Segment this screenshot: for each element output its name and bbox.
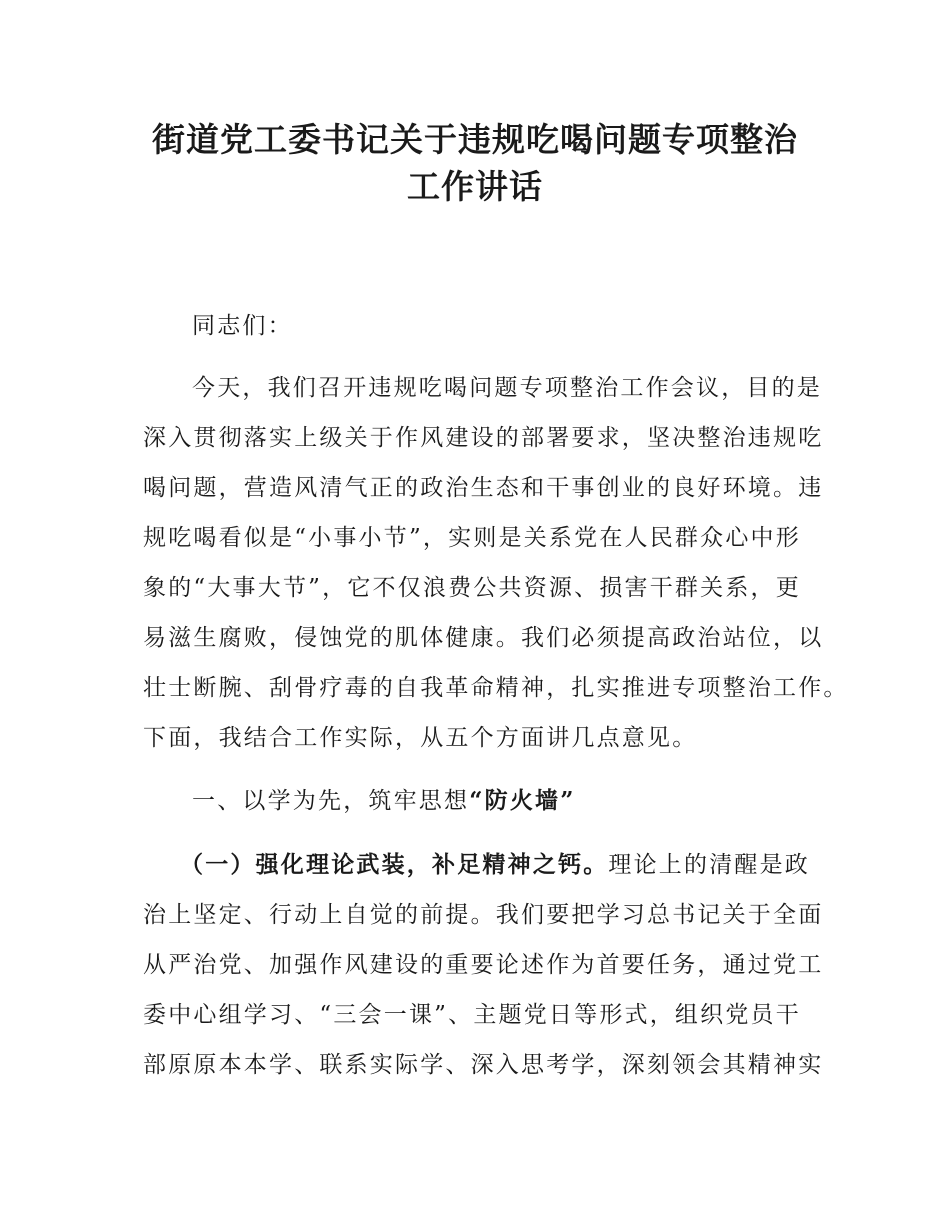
paragraph-1-line: 今天，我们召开违规吃喝问题专项整治工作会议，目的是 xyxy=(192,375,822,401)
document-title-line-1: 街道党工委书记关于违规吃喝问题专项整治 xyxy=(152,120,798,159)
subsection-1-line: 从严治党、加强作风建设的重要论述作为首要任务，通过党工 xyxy=(143,952,824,978)
section-1-heading-emphasis: “防火墙” xyxy=(469,787,576,814)
section-1-heading xyxy=(192,781,576,821)
section-1-heading-text: 一、以学为先，筑牢思想 xyxy=(192,788,470,814)
subsection-1-heading: （一）强化理论武装，补足精神之钙。 xyxy=(180,851,609,878)
document-title-line-2: 工作讲话 xyxy=(407,167,543,206)
paragraph-1-line: 喝问题，营造风清气正的政治生态和干事创业的良好环境。违 xyxy=(143,475,824,501)
paragraph-1-line: 易滋生腐败，侵蚀党的肌体健康。我们必须提高政治站位，以 xyxy=(143,625,824,651)
paragraph-1-line: 象的“大事大节”，它不仅浪费公共资源、损害干群关系，更 xyxy=(143,575,801,601)
paragraph-1-line: 深入贯彻落实上级关于作风建设的部署要求，坚决整治违规吃 xyxy=(143,425,824,451)
paragraph-1-line: 壮士断腕、刮骨疗毒的自我革命精神，扎实推进专项整治工作。 xyxy=(143,675,849,701)
paragraph-1-line: 下面，我结合工作实际，从五个方面讲几点意见。 xyxy=(143,725,698,751)
paragraph-1-line: 规吃喝看似是“小事小节”，实则是关系党在人民群众心中形 xyxy=(143,525,801,551)
subsection-1-line: 治上坚定、行动上自觉的前提。我们要把学习总书记关于全面 xyxy=(143,902,824,928)
subsection-1-line: 部原原本本学、联系实际学、深入思考学，深刻领会其精神实 xyxy=(143,1052,824,1078)
subsection-1-line: 委中心组学习、“三会一课”、主题党日等形式，组织党员干 xyxy=(143,1002,801,1028)
greeting: 同志们： xyxy=(192,313,293,339)
subsection-1-first-line-text: 理论上的清醒是政 xyxy=(608,852,811,878)
subsection-1-first-line xyxy=(180,845,810,885)
